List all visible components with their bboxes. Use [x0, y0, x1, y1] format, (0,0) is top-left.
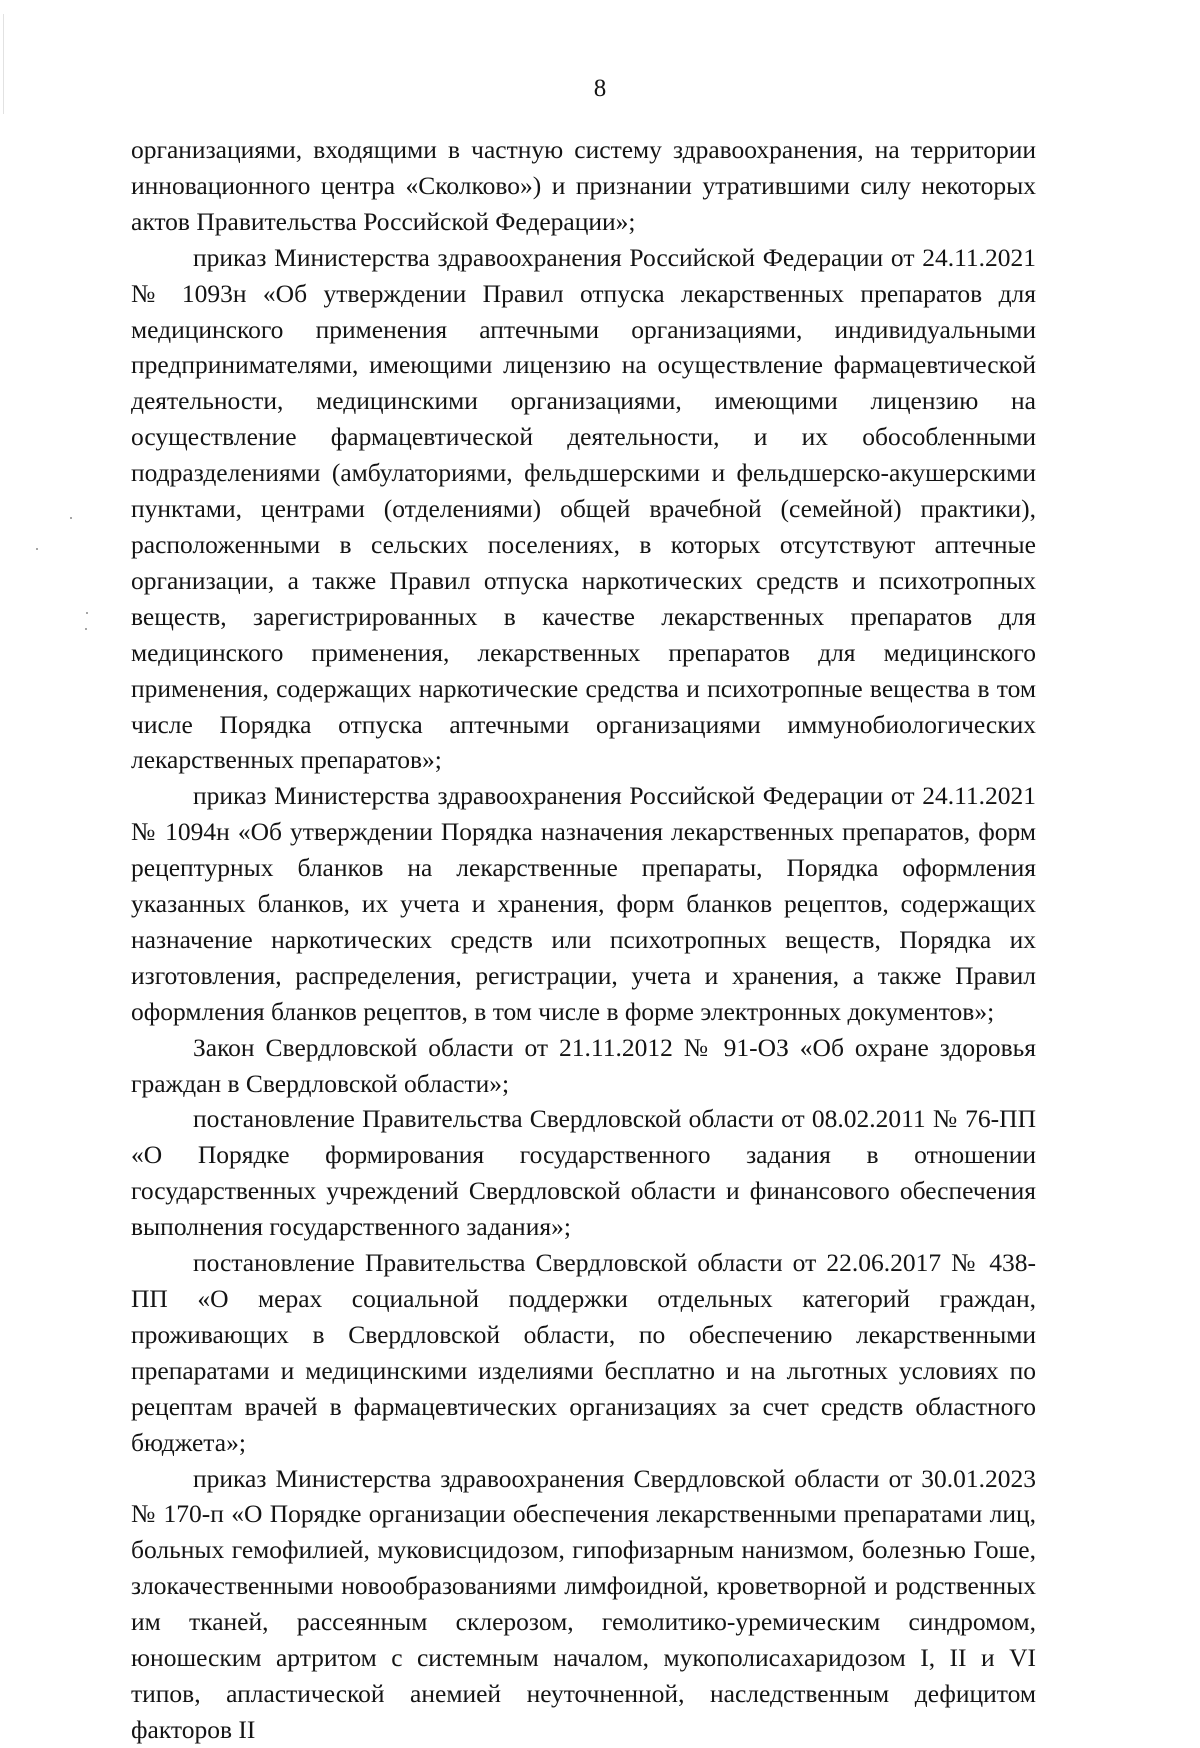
scan-speck: [85, 628, 87, 630]
paragraph-resolution-76-pp: постановление Правительства Свердловской области от 08.02.2011 № 76-ПП «О Порядке формирования государственного задания в отношении государственных учреждений Свердловской области и финансового обеспечения выполнения государственного задания»;: [131, 1104, 1036, 1242]
document-body: [131, 132, 1036, 1748]
scan-speck: [70, 517, 72, 519]
paragraph-resolution-438-pp: постановление Правительства Свердловской области от 22.06.2017 № 438-ПП «О мерах социальной поддержки отдельных категорий граждан, проживающих в Свердловской области, по обеспечению лекарственными препаратами и медицинскими изделиями бесплатно и на льготных условиях по рецептам врачей в фармацевтических организациях за счет средств областного бюджета»;: [131, 1248, 1036, 1457]
paragraph-order-170-p: приказ Министерства здравоохранения Свердловской области от 30.01.2023 № 170-п «О Порядке организации обеспечения лекарственными препаратами лиц, больных гемофилией, муковисцидозом, гипофизарным нанизмом, болезнью Гоше, злокачественными новообразованиями лимфоидной, кроветворной и родственных им тканей, рассеянным склерозом, гемолитико-уремическим синдромом, юношеским артритом с системным началом, мукополисахаридозом I, II и VI типов, апластической анемией неуточненной, наследственным дефицитом факторов II: [131, 1463, 1036, 1744]
page-number: 8: [593, 75, 607, 102]
paragraph-continuation: организациями, входящими в частную систему здравоохранения, на территории инновационного центра «Сколково») и признании утратившими силу некоторых актов Правительства Российской Федерации»;: [131, 135, 1036, 236]
paragraph-law-91-oz: Закон Свердловской области от 21.11.2012 № 91-ОЗ «Об охране здоровья граждан в Свердловской области»;: [131, 1032, 1036, 1098]
scan-speck: [36, 548, 38, 550]
scan-speck: [86, 612, 88, 614]
paragraph-order-1094n: приказ Министерства здравоохранения Российской Федерации от 24.11.2021 № 1094н «Об утверждении Порядка назначения лекарственных препаратов, форм рецептурных бланков на лекарственные препараты, Порядка оформления указанных бланков, их учета и хранения, форм бланков рецептов, содержащих назначение наркотических средств или психотропных веществ, Порядка их изготовления, распределения, регистрации, учета и хранения, а также Правил оформления бланков рецептов, в том числе в форме электронных документов»;: [131, 781, 1036, 1026]
paragraph-order-1093n: приказ Министерства здравоохранения Российской Федерации от 24.11.2021 № 1093н «Об утверждении Правил отпуска лекарственных препаратов для медицинского применения аптечными организациями, индивидуальными предпринимателями, имеющими лицензию на осуществление фармацевтической деятельности, медицинскими организациями, имеющими лицензию на осуществление фармацевтической деятельности, и их обособленными подразделениями (амбулаториями, фельдшерскими и фельдшерско-акушерскими пунктами, центрами (отделениями) общей врачебной (семейной) практики), расположенными в сельских поселениях, в которых отсутствуют аптечные организации, а также Правил отпуска наркотических средств и психотропных веществ, зарегистрированных в качестве лекарственных препаратов для медицинского применения, лекарственных препаратов для медицинского применения, содержащих наркотические средства и психотропные вещества в том числе Порядка отпуска аптечными организациями иммунобиологических лекарственных препаратов»;: [131, 242, 1036, 775]
